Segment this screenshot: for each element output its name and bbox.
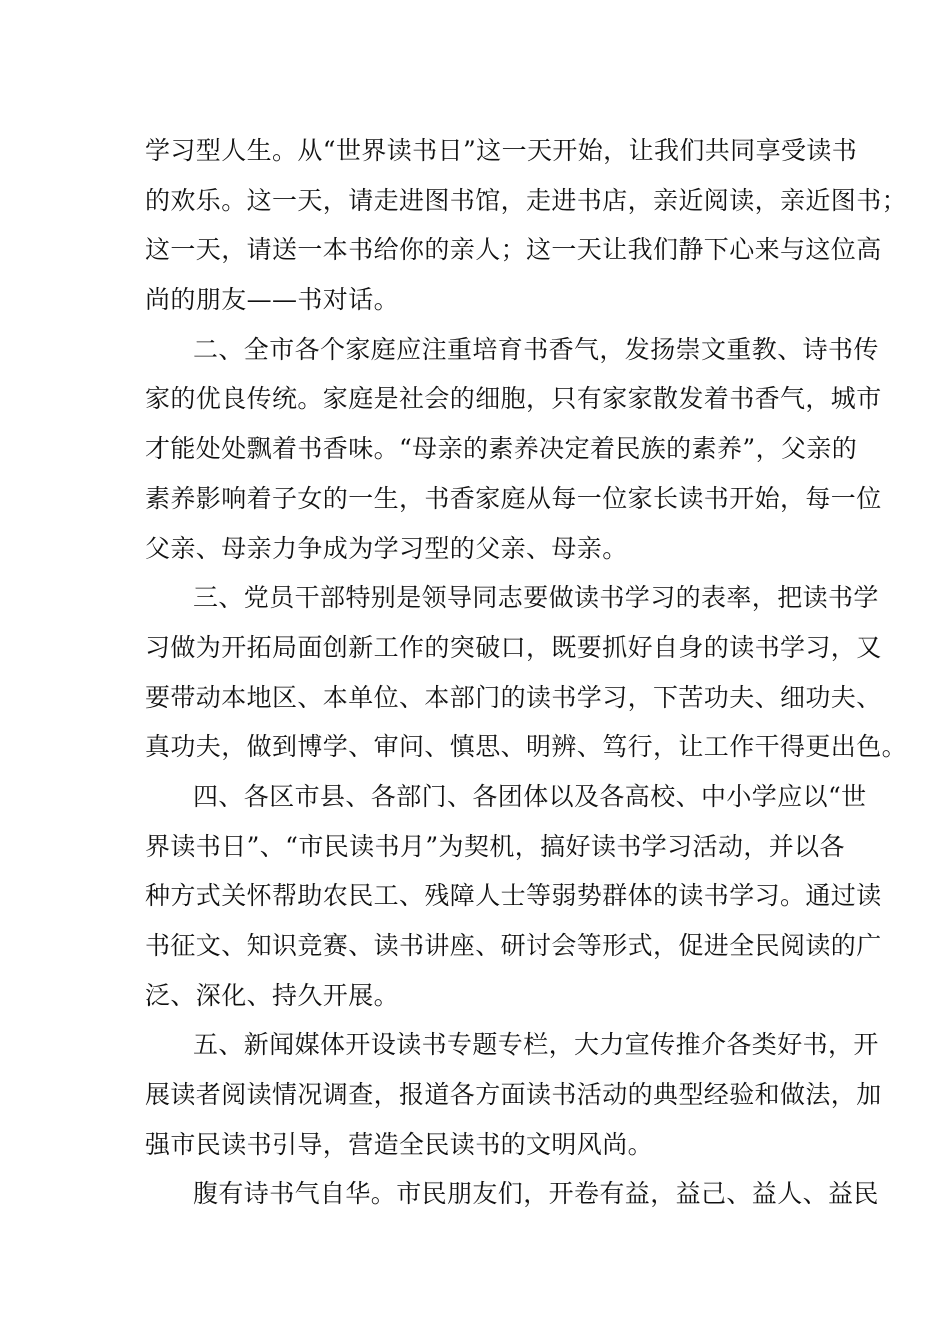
text-line: 学习型人生。从“世界读书日”这一天开始，让我们共同享受读书 [145,136,858,165]
paragraph-start-line: 二、全市各个家庭应注重培育书香气，发扬崇文重教、诗书传 [193,334,879,364]
paragraph-start-line: 三、党员干部特别是领导同志要做读书学习的表率，把读书学 [193,583,879,613]
paragraph-start-line: 四、各区市县、各部门、各团体以及各高校、中小学应以“世 [193,781,867,811]
text-line: 真功夫，做到博学、审问、慎思、明辨、笃行，让工作干得更出色。 [145,732,908,762]
paragraph-start-line: 五、新闻媒体开设读书专题专栏，大力宣传推介各类好书，开 [193,1030,879,1060]
text-line: 的欢乐。这一天，请走进图书馆，走进书店，亲近阅读，亲近图书； [145,185,908,215]
text-line: 泛、深化、持久开展。 [145,980,400,1010]
text-line: 展读者阅读情况调查，报道各方面读书活动的典型经验和做法，加 [145,1080,882,1110]
text-line: 才能处处飘着书香味。“母亲的素养决定着民族的素养”，父亲的 [145,434,858,464]
text-line: 要带动本地区、本单位、本部门的读书学习，下苦功夫、细功夫、 [145,682,882,712]
paragraph-start-line: 腹有诗书气自华。市民朋友们，开卷有益，益己、益人、益民 [193,1179,879,1209]
text-line: 习做为开拓局面创新工作的突破口，既要抓好自身的读书学习，又 [145,632,882,662]
text-line: 种方式关怀帮助农民工、残障人士等弱势群体的读书学习。通过读 [145,881,882,911]
text-line: 界读书日”、“市民读书月”为契机，搞好读书学习活动，并以各 [145,831,845,861]
body-text [145,126,908,1219]
text-line: 尚的朋友——书对话。 [145,285,400,315]
text-line: 强市民读书引导，营造全民读书的文明风尚。 [145,1129,654,1159]
text-line: 书征文、知识竞赛、读书讲座、研讨会等形式，促进全民阅读的广 [145,931,882,960]
text-line: 这一天，请送一本书给你的亲人；这一天让我们静下心来与这位高 [145,235,882,265]
text-line: 父亲、母亲力争成为学习型的父亲、母亲。 [145,533,628,563]
text-line: 家的优良传统。家庭是社会的细胞，只有家家散发着书香气，城市 [145,384,882,414]
text-line: 素养影响着子女的一生，书香家庭从每一位家长读书开始，每一位 [145,483,882,513]
